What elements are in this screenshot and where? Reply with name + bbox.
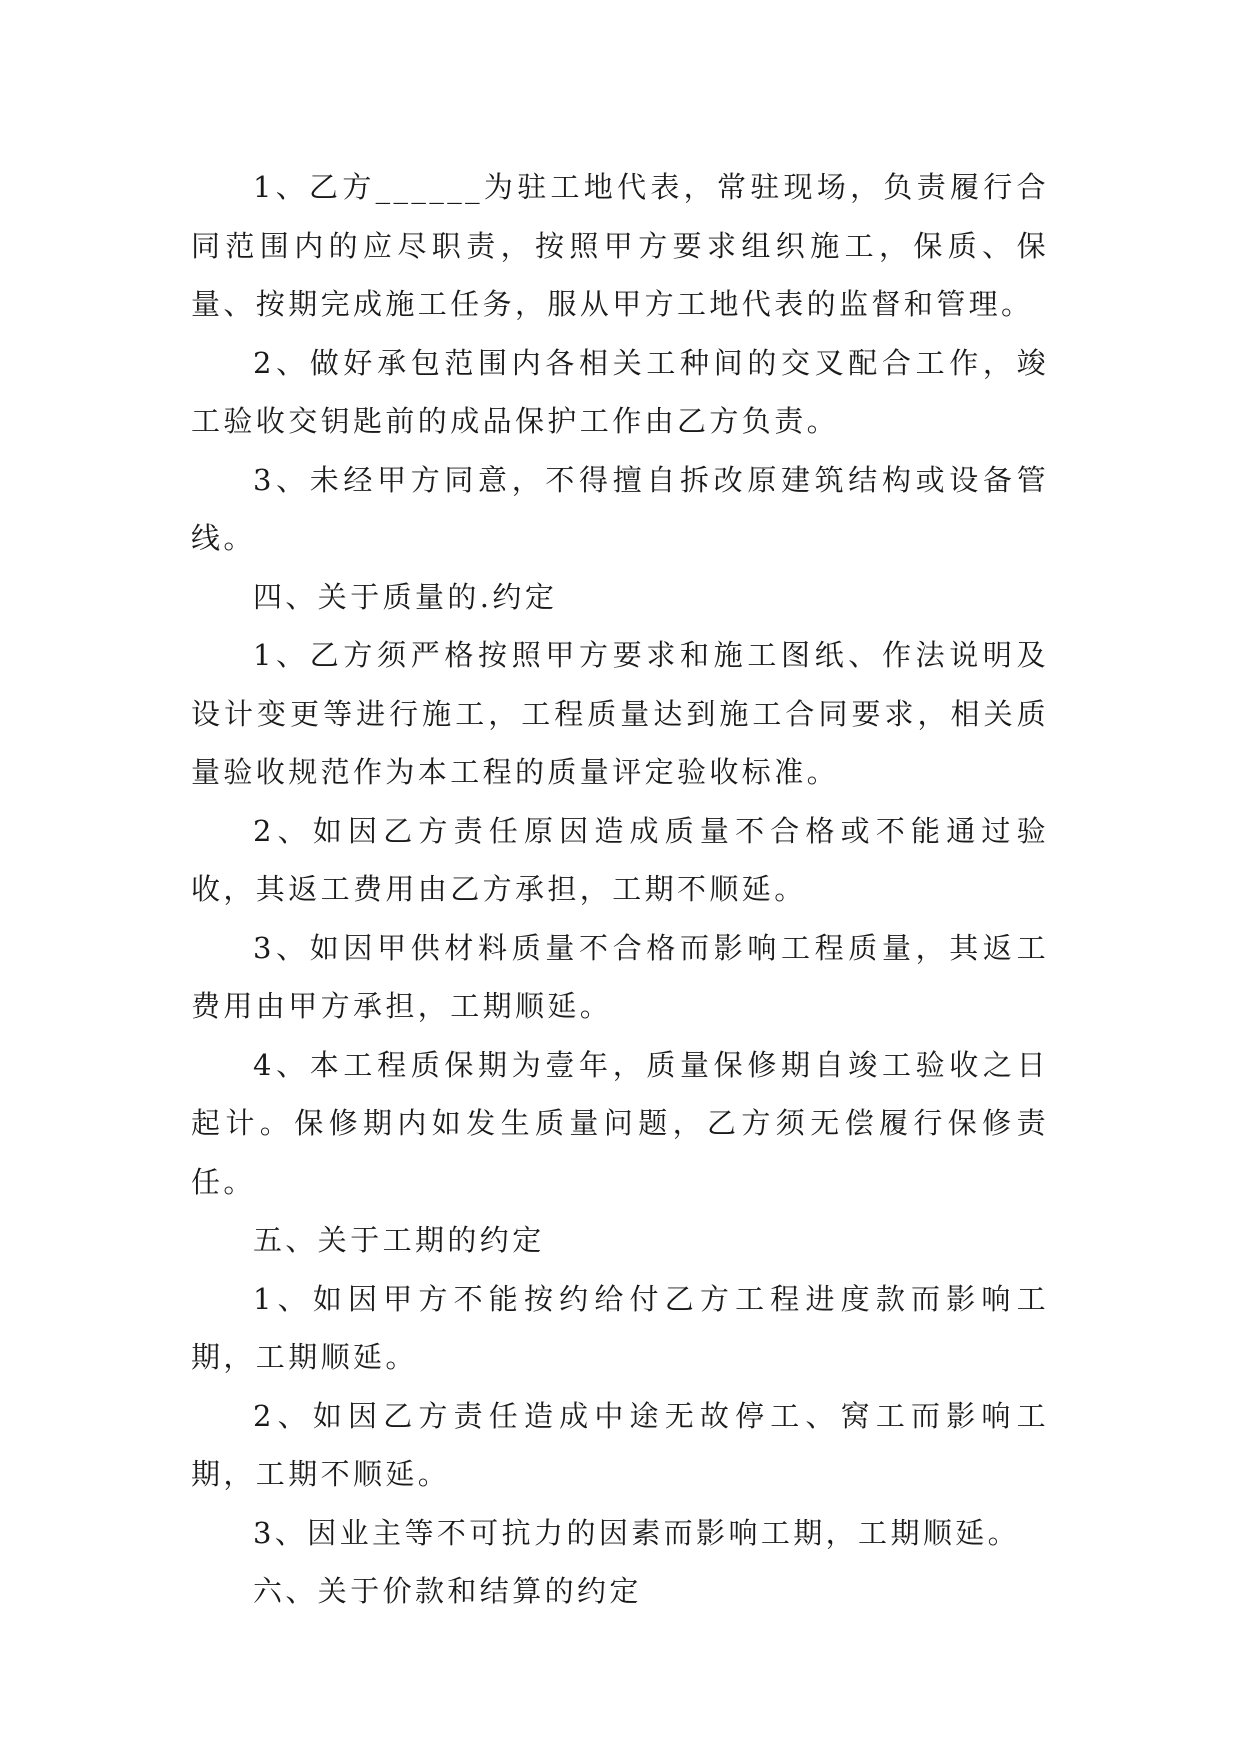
document-body xyxy=(191,158,1049,1621)
section-heading-schedule: 五、关于工期的约定 xyxy=(253,1223,545,1257)
section-heading-price-settlement: 六、关于价款和结算的约定 xyxy=(253,1574,642,1608)
paragraph-coordination-protection: 2、做好承包范围内各相关工种间的交叉配合工作，竣工验收交钥匙前的成品保护工作由乙方负责。 xyxy=(191,345,1049,438)
paragraph-quality-standards: 1、乙方须严格按照甲方要求和施工图纸、作法说明及设计变更等进行施工，工程质量达到施工合同要求，相关质量验收规范作为本工程的质量评定验收标准。 xyxy=(191,638,1049,789)
paragraph-delay-payment: 1、如因甲方不能按约给付乙方工程进度款而影响工期，工期顺延。 xyxy=(191,1281,1049,1374)
paragraph-rework-party-b: 2、如因乙方责任原因造成质量不合格或不能通过验收，其返工费用由乙方承担，工期不顺延。 xyxy=(191,813,1049,906)
paragraph-delay-force-majeure: 3、因业主等不可抗力的因素而影响工期，工期顺延。 xyxy=(253,1515,1021,1550)
paragraph-representative-duty: 1、乙方______为驻工地代表，常驻现场，负责履行合同范围内的应尽职责，按照甲方要求组织施工，保质、保量、按期完成施工任务，服从甲方工地代表的监督和管理。 xyxy=(191,170,1049,321)
paragraph-rework-party-a: 3、如因甲供材料质量不合格而影响工程质量，其返工费用由甲方承担，工期顺延。 xyxy=(191,930,1049,1023)
paragraph-no-structural-alteration: 3、未经甲方同意，不得擅自拆改原建筑结构或设备管线。 xyxy=(191,462,1049,555)
section-heading-quality: 四、关于质量的.约定 xyxy=(253,579,558,614)
paragraph-delay-stoppage: 2、如因乙方责任造成中途无故停工、窝工而影响工期，工期不顺延。 xyxy=(191,1398,1049,1491)
paragraph-warranty-period: 4、本工程质保期为壹年，质量保修期自竣工验收之日起计。保修期内如发生质量问题，乙方须无偿履行保修责任。 xyxy=(191,1047,1049,1199)
